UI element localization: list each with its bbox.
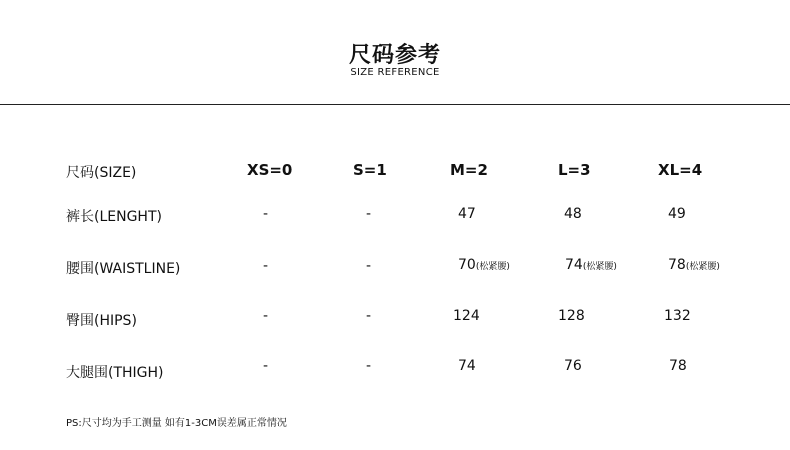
table-cell: -: [263, 258, 269, 274]
row-label-thigh: 大腿围(THIGH): [66, 365, 164, 381]
row-label-header: 尺码(SIZE): [66, 165, 137, 181]
elastic-waist-note: (松紧腰): [582, 262, 617, 272]
table-cell: -: [263, 308, 269, 324]
page-subtitle: SIZE REFERENCE: [350, 67, 440, 78]
elastic-waist-note: (松紧腰): [685, 262, 720, 272]
cell-value: 74: [565, 257, 583, 273]
row-label-hips: 臀围(HIPS): [66, 313, 137, 329]
elastic-waist-note: (松紧腰): [475, 262, 510, 272]
table-cell: 74: [458, 358, 476, 374]
table-cell: 124: [453, 308, 480, 324]
table-cell: 49: [668, 206, 686, 222]
table-cell: 48: [564, 206, 582, 222]
cell-value: 78: [668, 257, 686, 273]
column-header-l: L=3: [558, 161, 591, 179]
table-cell: 76: [564, 358, 582, 374]
table-cell: [565, 257, 617, 273]
table-cell: -: [366, 358, 372, 374]
row-label-length: 裤长(LENGHT): [66, 209, 162, 225]
table-cell: 128: [558, 308, 585, 324]
table-cell: [458, 257, 510, 273]
measurement-note: PS:尺寸均为手工测量 如有1-3CM误差属正常情况: [66, 418, 287, 429]
table-cell: 132: [664, 308, 691, 324]
table-cell: -: [263, 206, 269, 222]
table-cell: -: [366, 206, 372, 222]
row-label-waistline: 腰围(WAISTLINE): [66, 261, 181, 277]
column-header-xl: XL=4: [658, 161, 703, 179]
table-cell: -: [263, 358, 269, 374]
cell-value: 70: [458, 257, 476, 273]
table-cell: 78: [669, 358, 687, 374]
divider-line: [0, 104, 790, 105]
column-header-xs: XS=0: [247, 161, 293, 179]
table-cell: -: [366, 258, 372, 274]
table-cell: 47: [458, 206, 476, 222]
page-title: 尺码参考: [348, 43, 441, 68]
column-header-m: M=2: [450, 161, 488, 179]
column-header-s: S=1: [353, 161, 387, 179]
table-cell: [668, 257, 720, 273]
table-cell: -: [366, 308, 372, 324]
